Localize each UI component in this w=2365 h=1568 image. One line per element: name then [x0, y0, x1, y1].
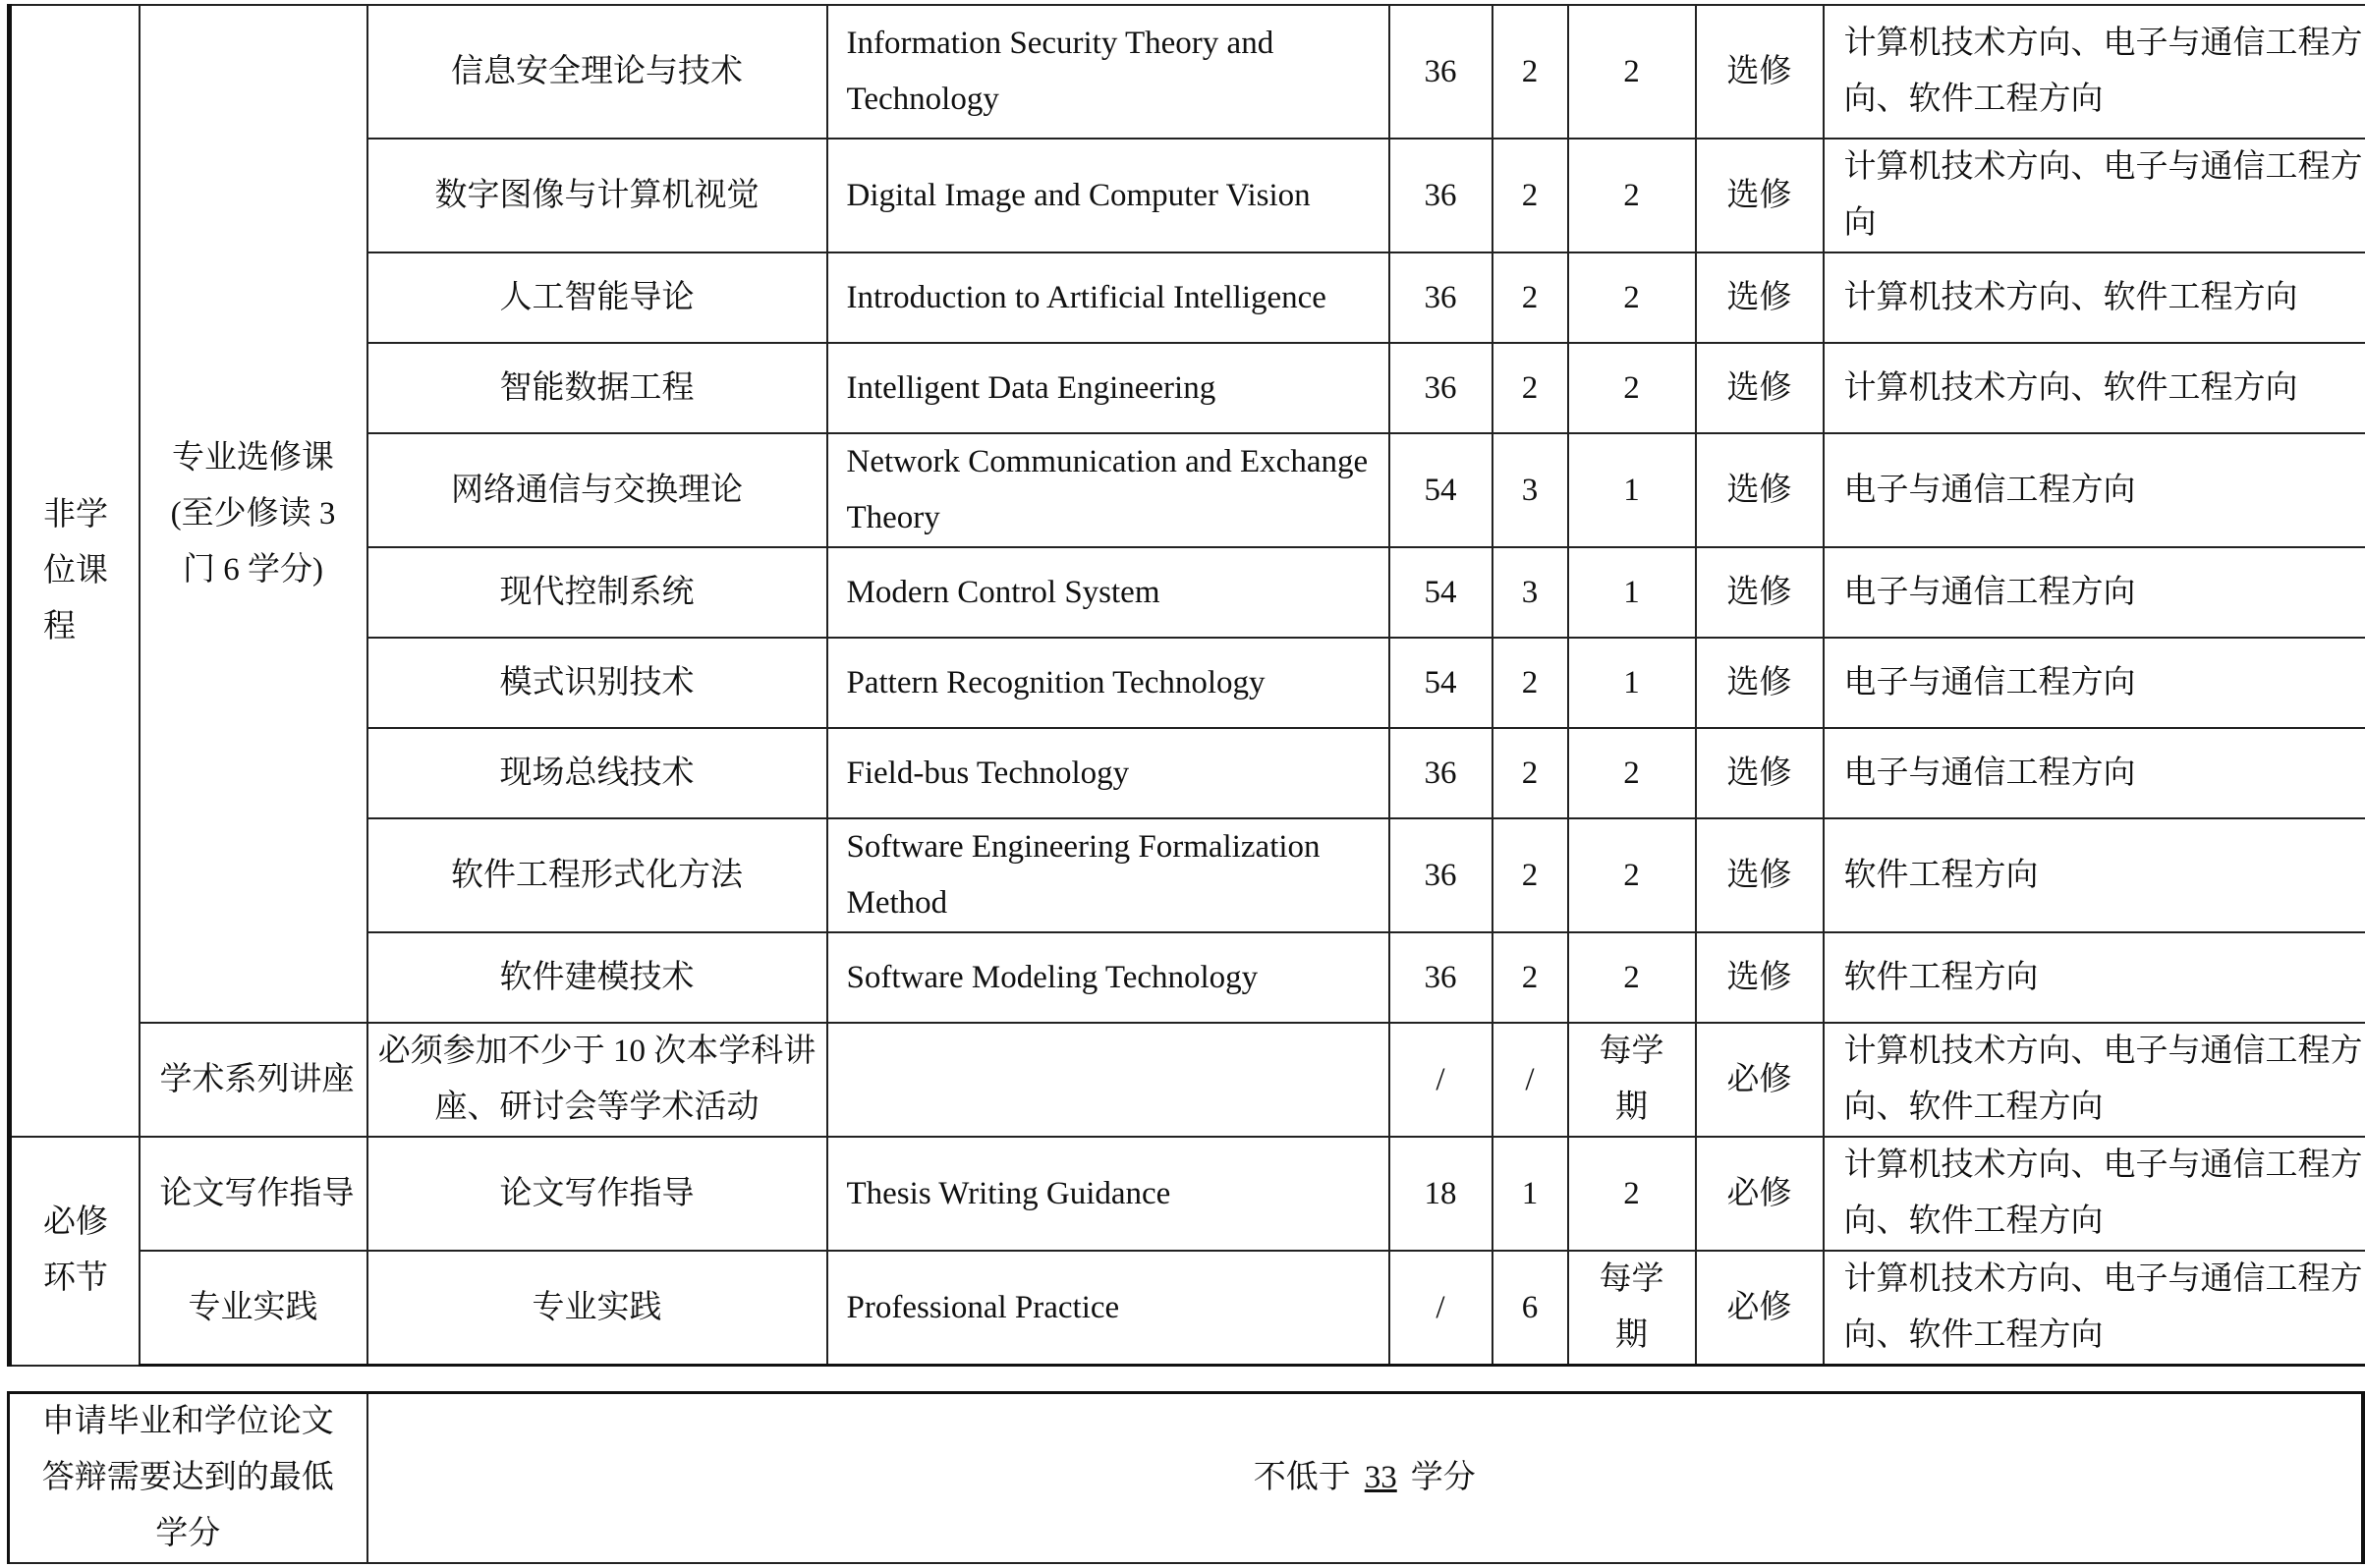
- course-name-cn: 论文写作指导: [367, 1137, 827, 1251]
- course-credits: 2: [1492, 5, 1568, 139]
- course-hours: 36: [1389, 343, 1492, 433]
- minimum-credits-value: 33: [1364, 1460, 1397, 1495]
- minimum-credits-suffix: 学分: [1410, 1460, 1476, 1495]
- course-type: 选修: [1696, 638, 1824, 728]
- course-hours: /: [1389, 1023, 1492, 1137]
- course-name-cn: 现场总线技术: [367, 728, 827, 818]
- course-remark: 计算机技术方向、软件工程方向: [1824, 252, 2365, 343]
- group-non-degree-courses: 非学位课程: [10, 5, 140, 1137]
- course-name-en: Thesis Writing Guidance: [827, 1137, 1389, 1251]
- course-name-cn: 软件建模技术: [367, 932, 827, 1023]
- minimum-credits-prefix: 不低于: [1253, 1460, 1351, 1495]
- course-name-cn: 数字图像与计算机视觉: [367, 139, 827, 252]
- course-hours: /: [1389, 1251, 1492, 1366]
- course-remark: 电子与通信工程方向: [1824, 728, 2365, 818]
- course-credits: 2: [1492, 139, 1568, 252]
- course-name-cn: 网络通信与交换理论: [367, 433, 827, 547]
- course-name-cn: 现代控制系统: [367, 547, 827, 638]
- course-name-en: Pattern Recognition Technology: [827, 638, 1389, 728]
- course-credits: 1: [1492, 1137, 1568, 1251]
- table-row: [10, 1251, 2365, 1366]
- course-remark: 电子与通信工程方向: [1824, 433, 2365, 547]
- course-type: 选修: [1696, 728, 1824, 818]
- course-name-en: Software Engineering Formalization Method: [827, 818, 1389, 932]
- course-name-en: Modern Control System: [827, 547, 1389, 638]
- minimum-credits-table: [7, 1391, 2365, 1564]
- course-semester: 1: [1568, 547, 1696, 638]
- course-name-en: Information Security Theory and Technology: [827, 5, 1389, 139]
- subgroup-academic-lectures: 学术系列讲座: [140, 1023, 367, 1137]
- course-credits: 2: [1492, 818, 1568, 932]
- course-semester: 2: [1568, 818, 1696, 932]
- course-name-cn: 软件工程形式化方法: [367, 818, 827, 932]
- course-type: 选修: [1696, 932, 1824, 1023]
- course-hours: 54: [1389, 433, 1492, 547]
- table-row: [10, 1137, 2365, 1251]
- course-remark: 电子与通信工程方向: [1824, 547, 2365, 638]
- course-remark: 计算机技术方向、电子与通信工程方向: [1824, 139, 2365, 252]
- course-name-cn: 人工智能导论: [367, 252, 827, 343]
- minimum-credits-value-cell: [367, 1393, 2364, 1564]
- course-name-cn: 专业实践: [367, 1251, 827, 1366]
- course-name-en: Software Modeling Technology: [827, 932, 1389, 1023]
- course-semester: 2: [1568, 932, 1696, 1023]
- course-remark: 软件工程方向: [1824, 818, 2365, 932]
- course-semester: 2: [1568, 139, 1696, 252]
- course-type: 选修: [1696, 139, 1824, 252]
- course-type: 选修: [1696, 547, 1824, 638]
- course-type: 必修: [1696, 1251, 1824, 1366]
- course-name-cn: 必须参加不少于 10 次本学科讲座、研讨会等学术活动: [367, 1023, 827, 1137]
- table-row: [10, 1023, 2365, 1137]
- course-credits: 2: [1492, 932, 1568, 1023]
- course-credits: 3: [1492, 433, 1568, 547]
- course-semester: 每学期: [1568, 1251, 1696, 1366]
- course-hours: 54: [1389, 547, 1492, 638]
- course-semester: 2: [1568, 5, 1696, 139]
- course-semester: 每学期: [1568, 1023, 1696, 1137]
- course-remark: 软件工程方向: [1824, 932, 2365, 1023]
- course-remark: 计算机技术方向、电子与通信工程方向、软件工程方向: [1824, 1023, 2365, 1137]
- course-credits: 6: [1492, 1251, 1568, 1366]
- minimum-credits-label: 申请毕业和学位论文答辩需要达到的最低学分: [9, 1393, 367, 1564]
- group-required-links: 必修环节: [10, 1137, 140, 1366]
- course-name-cn: 模式识别技术: [367, 638, 827, 728]
- course-name-en: Digital Image and Computer Vision: [827, 139, 1389, 252]
- course-remark: 计算机技术方向、电子与通信工程方向、软件工程方向: [1824, 1137, 2365, 1251]
- course-type: 选修: [1696, 433, 1824, 547]
- course-name-cn: 信息安全理论与技术: [367, 5, 827, 139]
- course-name-en: Intelligent Data Engineering: [827, 343, 1389, 433]
- curriculum-table: [7, 4, 2365, 1367]
- subgroup-professional-practice: 专业实践: [140, 1251, 367, 1366]
- course-name-en: Network Communication and Exchange Theory: [827, 433, 1389, 547]
- course-semester: 2: [1568, 252, 1696, 343]
- course-name-en: Introduction to Artificial Intelligence: [827, 252, 1389, 343]
- course-hours: 36: [1389, 932, 1492, 1023]
- course-hours: 18: [1389, 1137, 1492, 1251]
- course-credits: 2: [1492, 638, 1568, 728]
- course-remark: 计算机技术方向、软件工程方向: [1824, 343, 2365, 433]
- subgroup-elective-courses: 专业选修课(至少修读 3 门 6 学分): [140, 5, 367, 1023]
- course-type: 选修: [1696, 5, 1824, 139]
- course-semester: 2: [1568, 1137, 1696, 1251]
- course-remark: 计算机技术方向、电子与通信工程方向、软件工程方向: [1824, 1251, 2365, 1366]
- course-credits: 2: [1492, 252, 1568, 343]
- course-remark: 计算机技术方向、电子与通信工程方向、软件工程方向: [1824, 5, 2365, 139]
- course-remark: 电子与通信工程方向: [1824, 638, 2365, 728]
- subgroup-thesis-guidance: 论文写作指导: [140, 1137, 367, 1251]
- course-type: 必修: [1696, 1137, 1824, 1251]
- course-hours: 36: [1389, 5, 1492, 139]
- course-credits: /: [1492, 1023, 1568, 1137]
- course-name-en: Field-bus Technology: [827, 728, 1389, 818]
- course-type: 选修: [1696, 343, 1824, 433]
- course-type: 选修: [1696, 252, 1824, 343]
- course-semester: 1: [1568, 433, 1696, 547]
- course-hours: 36: [1389, 139, 1492, 252]
- course-name-cn: 智能数据工程: [367, 343, 827, 433]
- course-credits: 3: [1492, 547, 1568, 638]
- course-semester: 2: [1568, 728, 1696, 818]
- course-credits: 2: [1492, 728, 1568, 818]
- course-type: 必修: [1696, 1023, 1824, 1137]
- course-type: 选修: [1696, 818, 1824, 932]
- table-row: [10, 5, 2365, 139]
- course-hours: 36: [1389, 818, 1492, 932]
- course-credits: 2: [1492, 343, 1568, 433]
- course-name-en: [827, 1023, 1389, 1137]
- course-hours: 54: [1389, 638, 1492, 728]
- course-semester: 2: [1568, 343, 1696, 433]
- course-hours: 36: [1389, 252, 1492, 343]
- course-hours: 36: [1389, 728, 1492, 818]
- table-row: [9, 1393, 2364, 1564]
- course-name-en: Professional Practice: [827, 1251, 1389, 1366]
- course-semester: 1: [1568, 638, 1696, 728]
